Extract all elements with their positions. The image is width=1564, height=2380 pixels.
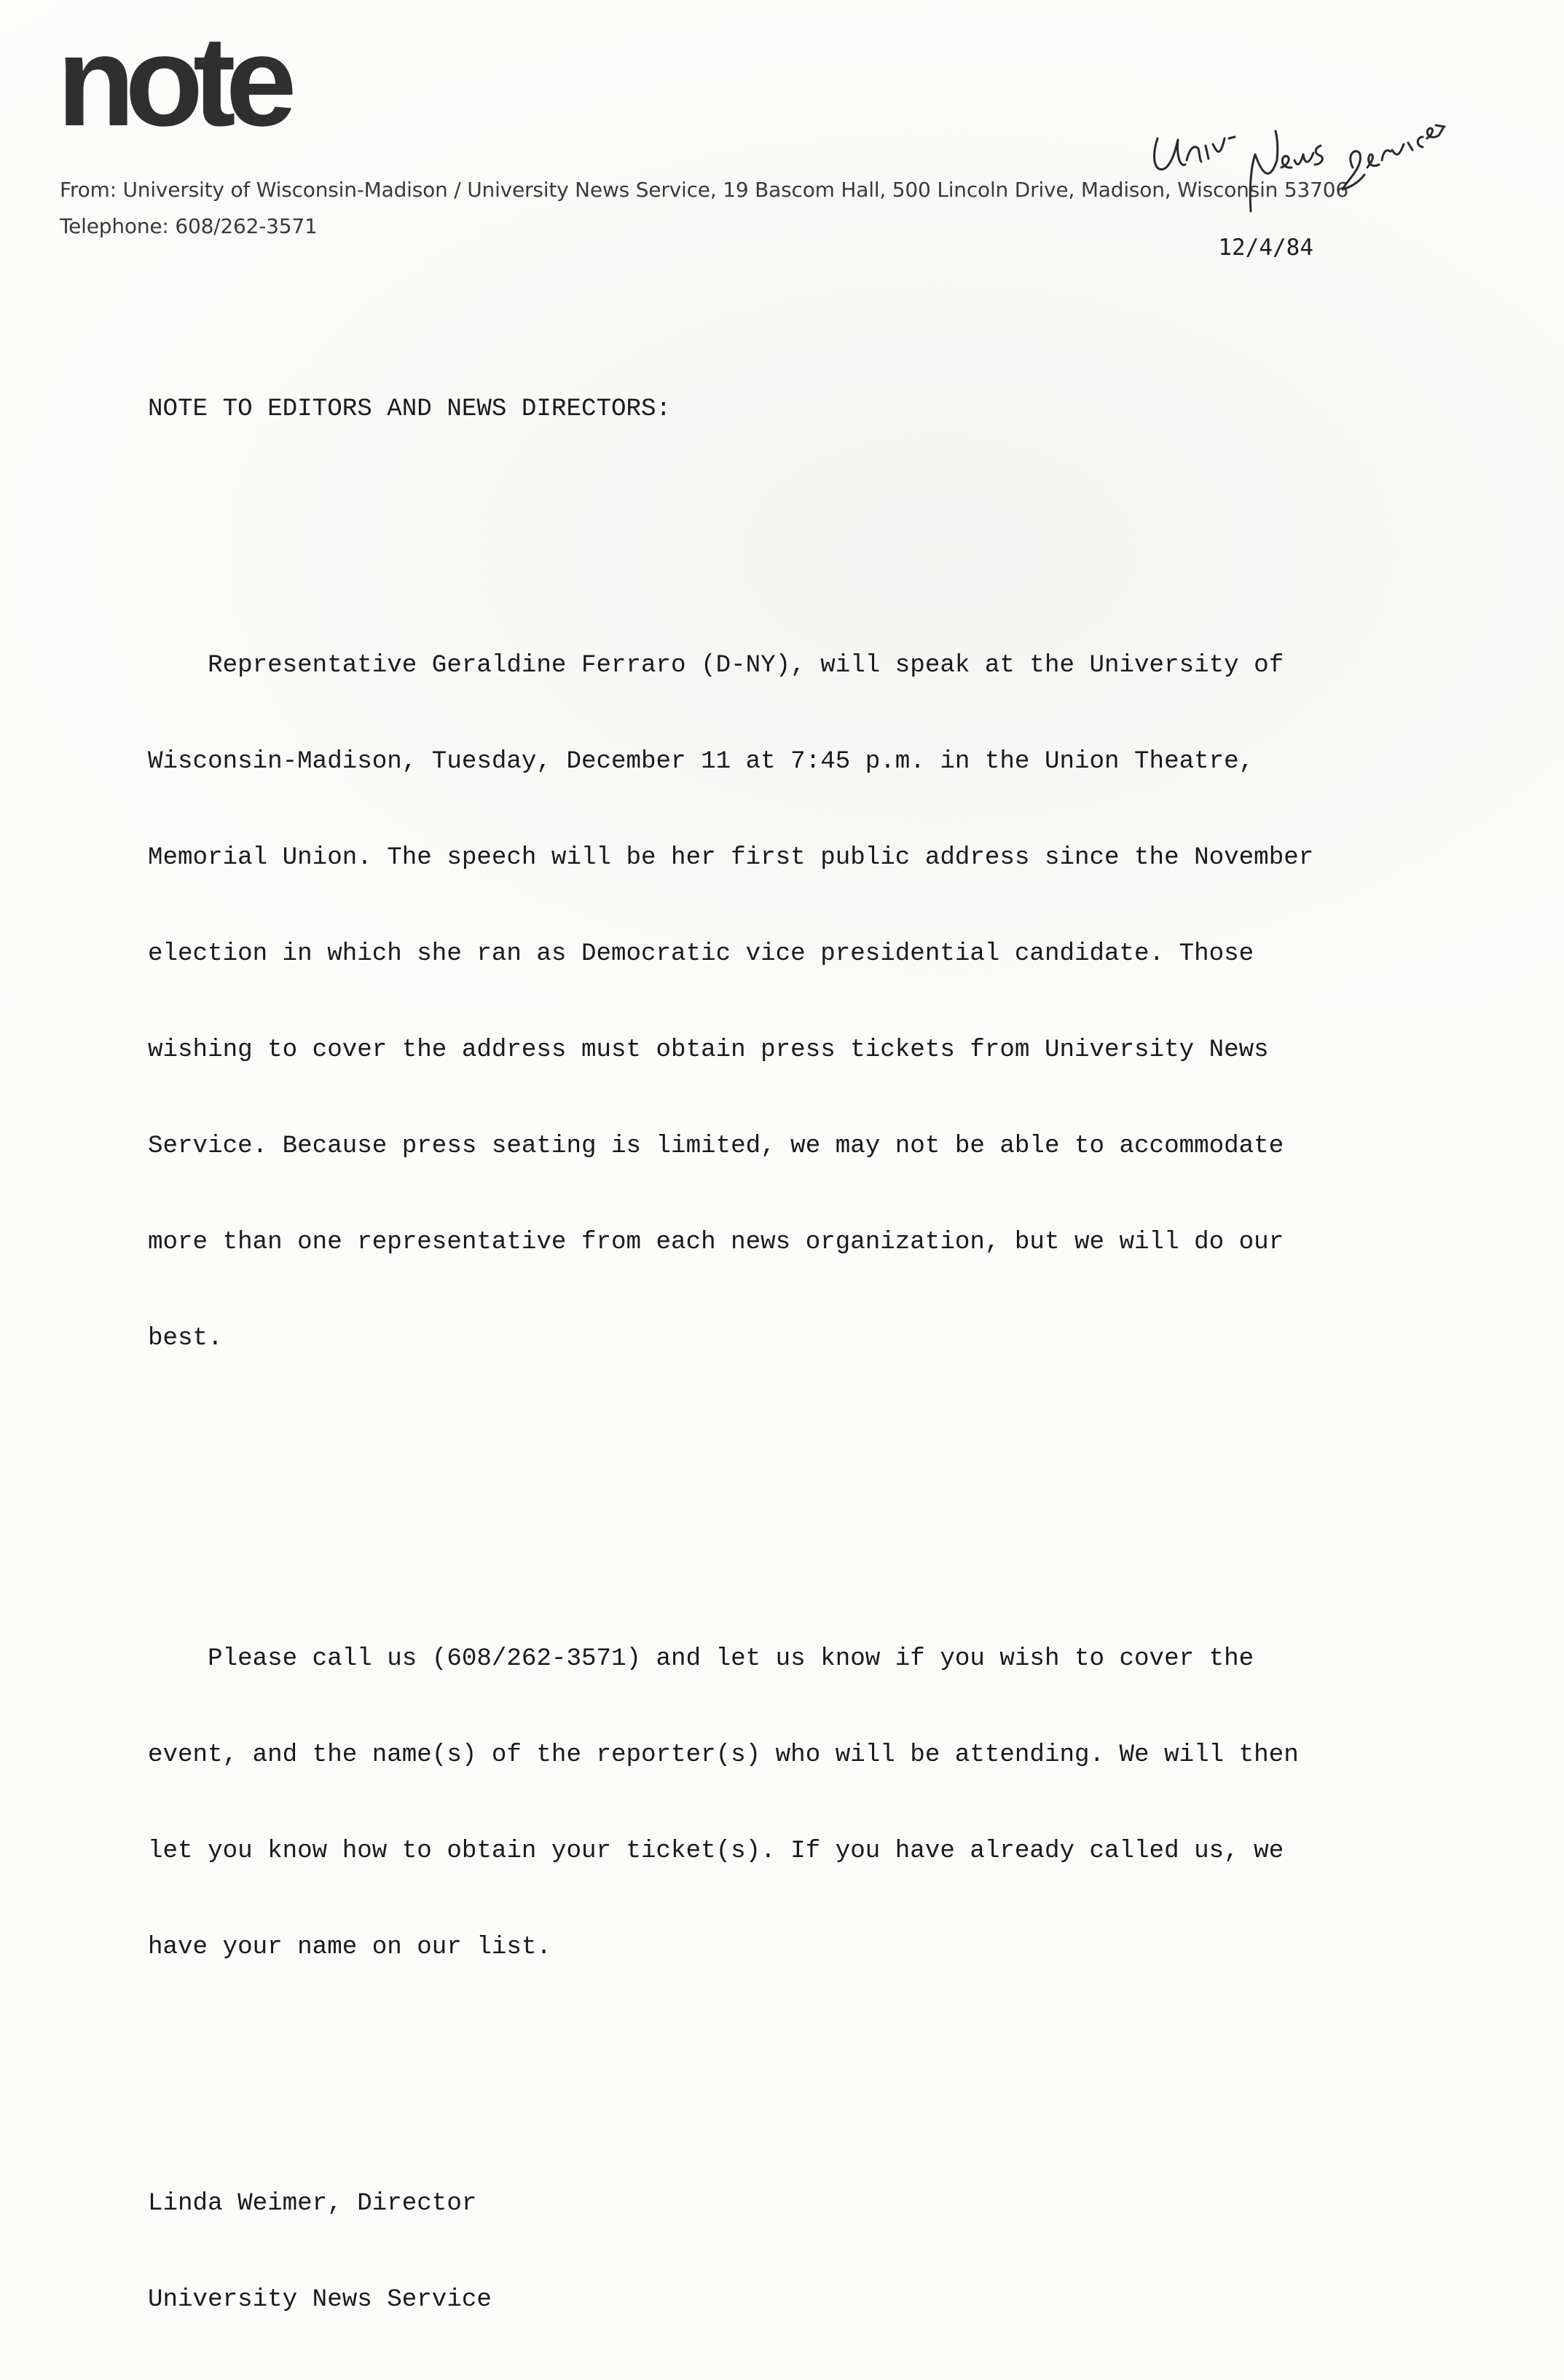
letterhead-telephone: Telephone: 608/262-3571 xyxy=(60,214,318,238)
paragraph-line: Service. Because press seating is limited, we may not be able to accommodate xyxy=(148,1132,1284,1160)
letterhead-from: From: University of Wisconsin-Madison / University News Service, 19 Bascom Hall, 500 Lincoln Drive, Madison, Wisconsin 53706 xyxy=(60,178,1348,202)
signer-organization: University News Service xyxy=(148,2286,492,2314)
paragraph-line: election in which she ran as Democratic vice presidential candidate. Those xyxy=(148,940,1254,968)
paragraph-line: Representative Geraldine Ferraro (D-NY), will speak at the University of xyxy=(148,652,1284,679)
memo-body xyxy=(148,329,1430,2380)
paragraph-line: let you know how to obtain your ticket(s). If you have already called us, we xyxy=(148,1837,1284,1865)
paragraph-line: wishing to cover the address must obtain press tickets from University News xyxy=(148,1036,1269,1064)
paragraph-line: have your name on our list. xyxy=(148,1934,551,1961)
paragraph-line: more than one representative from each news organization, but we will do our xyxy=(148,1229,1284,1256)
memo-heading: NOTE TO EDITORS AND NEWS DIRECTORS: xyxy=(148,395,672,423)
memo-paragraph-2 xyxy=(148,1579,1430,2028)
note-logo: note xyxy=(57,10,287,153)
paragraph-line: Memorial Union. The speech will be her first public address since the November xyxy=(148,844,1314,872)
signer-name: Linda Weimer, Director xyxy=(148,2190,477,2218)
paragraph-line: event, and the name(s) of the reporter(s) who will be attending. We will then xyxy=(148,1741,1299,1769)
memo-date: 12/4/84 xyxy=(1218,235,1313,261)
paragraph-line: Please call us (608/262-3571) and let us know if you wish to cover the xyxy=(148,1645,1254,1673)
paragraph-line: Wisconsin-Madison, Tuesday, December 11 at 7:45 p.m. in the Union Theatre, xyxy=(148,748,1254,776)
handwritten-annotation-icon xyxy=(1141,58,1447,226)
paragraph-line: best. xyxy=(148,1325,223,1352)
memo-paragraph-1 xyxy=(148,586,1430,1419)
